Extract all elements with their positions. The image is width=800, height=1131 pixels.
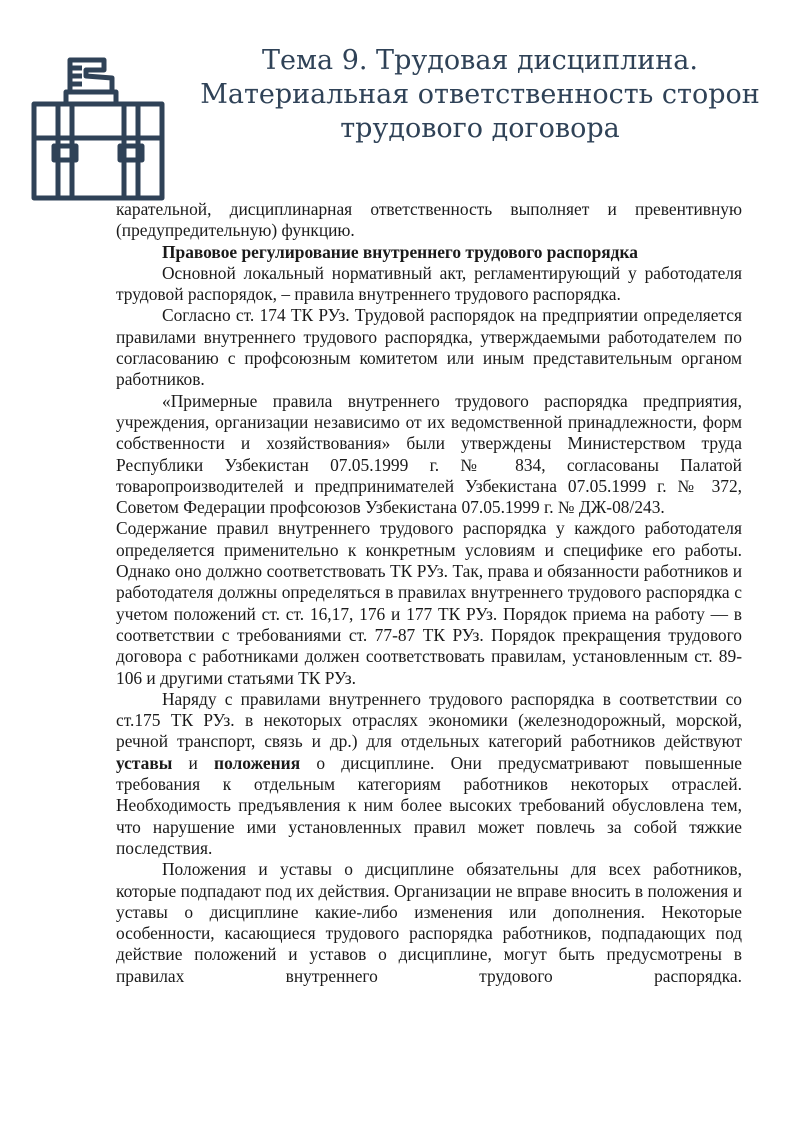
paragraph-2: Согласно ст. 174 ТК РУз. Трудовой распорядок на предприятии определяется правилами внутреннего трудового распорядка, утверждаемыми работодателем по согласованию с профсоюзным комитетом или иным представительным органом работников. bbox=[116, 305, 742, 390]
page-title bbox=[170, 44, 790, 146]
title-line-1: Тема 9. Трудовая дисциплина. bbox=[262, 45, 698, 76]
document-body bbox=[116, 199, 742, 987]
paragraph-5-and: и bbox=[172, 752, 215, 773]
paragraph-6: Положения и уставы о дисциплине обязательны для всех работников, которые подпадают под их действия. Организации не вправе вносить в положения и уставы о дисциплине какие-либо изменения или дополнения. Некоторые особенности, касающиеся трудового распорядка работников, подпадающих под действие положений и уставов о дисциплине, могут быть предусмотрены в правилах внутреннего трудового распорядка. bbox=[116, 859, 742, 986]
section-heading: Правовое регулирование внутреннего трудового распорядка bbox=[162, 241, 638, 262]
paragraph-0: карательной, дисциплинарная ответственность выполняет и превентивную (предупредительную) функцию. bbox=[116, 199, 742, 241]
paragraph-5-text-a: Наряду с правилами внутреннего трудового распорядка в соответствии со ст.175 ТК РУз. в некоторых отраслях экономики (железнодорожный, морской, речной транспорт, связь и др.) для отдельных категорий работников действуют bbox=[116, 688, 742, 752]
paragraph-5-text-c: о дисциплине. Они предусматривают повышенные требования к отдельным категориям работников некоторых отраслей. Необходимость предъявления к ним более высоких требований обусловлена тем, что нарушение ими установленных правил может повлечь за собой тяжкие последствия. bbox=[116, 752, 742, 858]
bold-term-polozheniya: положения bbox=[214, 752, 301, 773]
paragraph-4: Содержание правил внутреннего трудового распорядка у каждого работодателя определяется применительно к конкретным условиям и специфике его работы. Однако оно должно соответствовать ТК РУз. Так, права и обязанности работников и работодателя должны определяться в правилах внутреннего трудового распорядка с учетом положений ст. ст. 16,17, 176 и 177 ТК РУз. Порядок приема на работу — в соответствии с требованиями ст. 77-87 ТК РУз. Порядок прекращения трудового договора с работниками должен соответствовать правилам, установленным ст. 89-106 и другими статьями ТК РУз. bbox=[116, 518, 742, 688]
bold-term-ustavy: уставы bbox=[116, 752, 173, 773]
paragraph-1: Основной локальный нормативный акт, регламентирующий у работодателя трудовой распорядок, – правила внутреннего трудового распорядка. bbox=[116, 262, 742, 305]
briefcase-hand-icon bbox=[30, 56, 166, 202]
paragraph-3: «Примерные правила внутреннего трудового распорядка предприятия, учреждения, организации независимо от их ведомственной принадлежности, форм собственности и хозяйствования» были утверждены Министерством труда Республики Узбекистан 07.05.1999 г. № 834, согласованы Палатой товаропроизводителей и предпринимателей Узбекистана 07.05.1999 г. № 372, Советом Федерации профсоюзов Узбекистана 07.05.1999 г. № ДЖ-08/243. bbox=[116, 390, 742, 518]
title-line-2: Материальная ответственность сторон bbox=[200, 79, 760, 110]
title-line-3: трудового договора bbox=[340, 113, 620, 144]
paragraph-5 bbox=[116, 689, 742, 859]
